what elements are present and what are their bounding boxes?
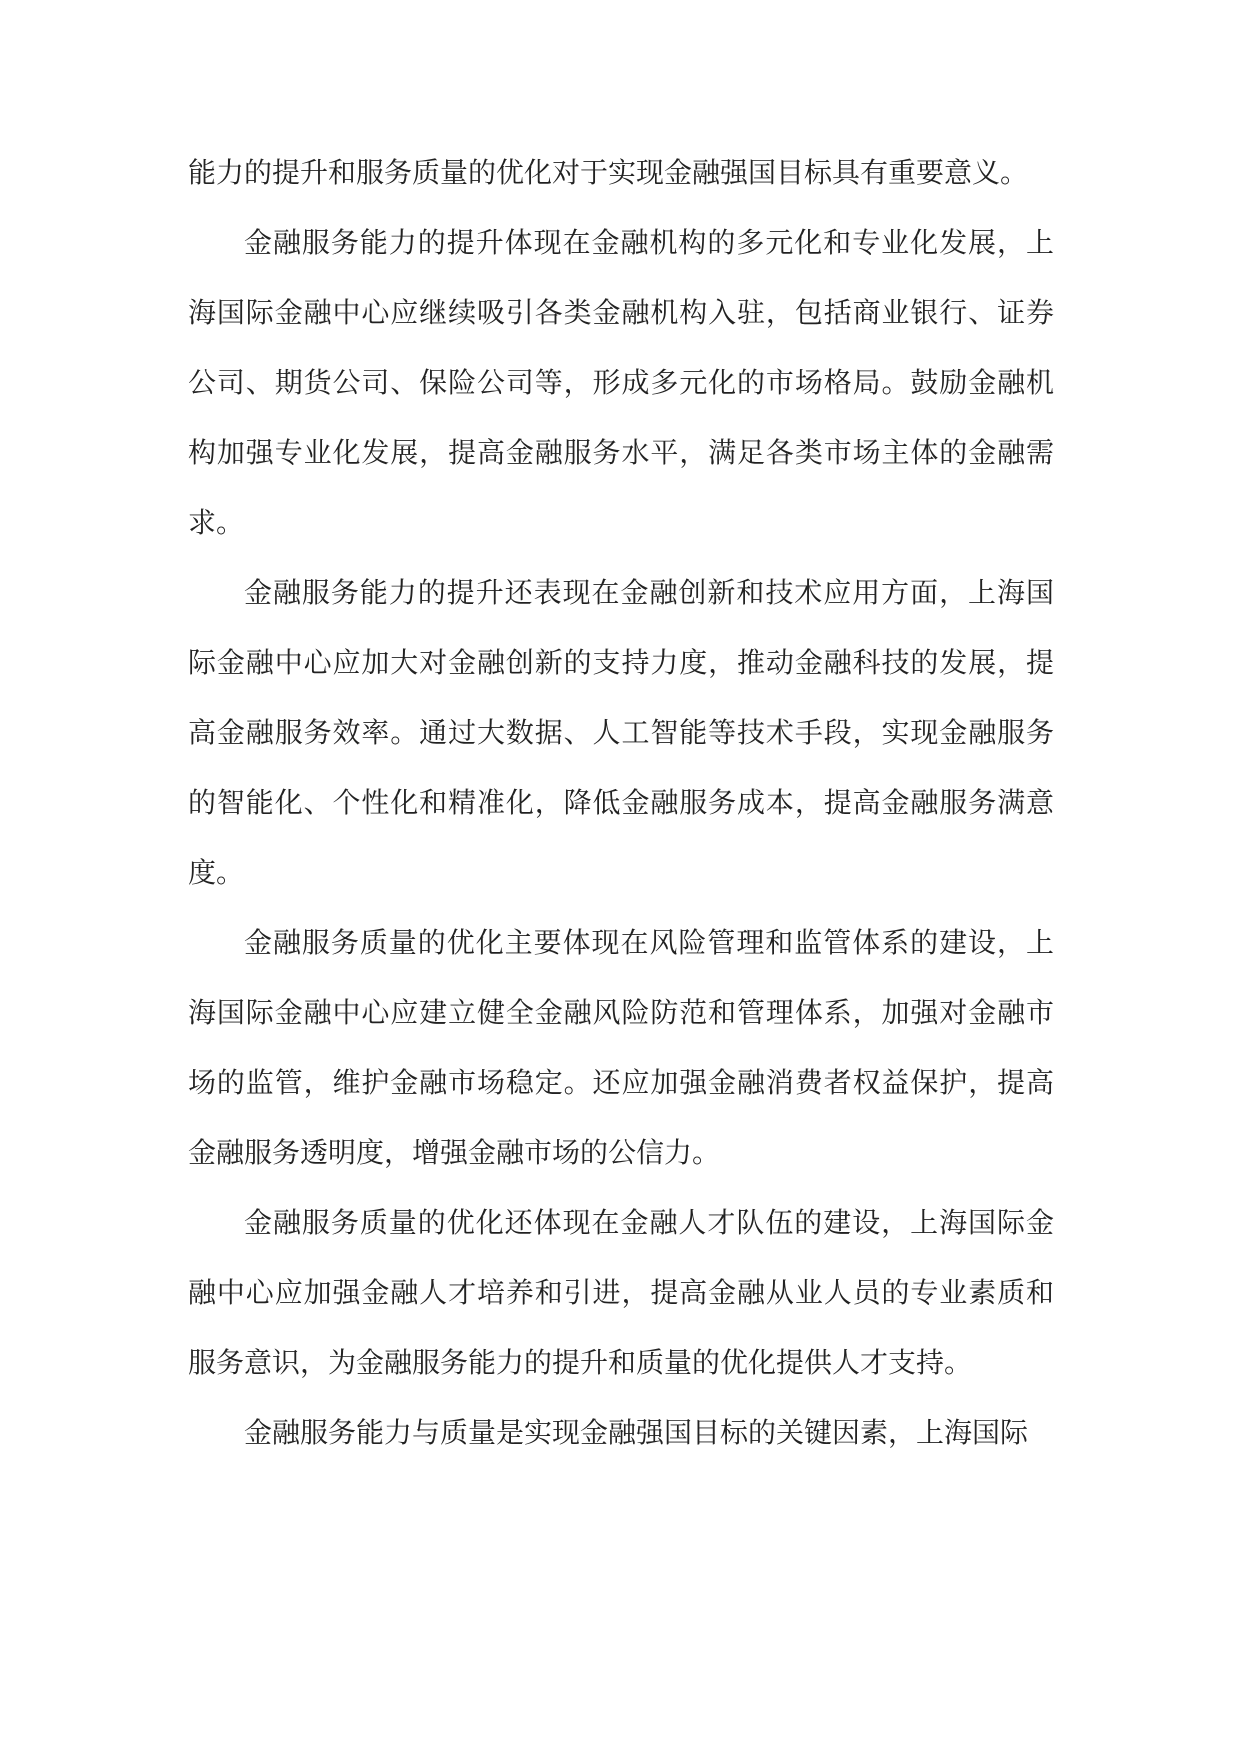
paragraph-innovation: 金融服务能力的提升还表现在金融创新和技术应用方面，上海国际金融中心应加大对金融创新的支持力度，推动金融科技的发展，提高金融服务效率。通过大数据、人工智能等技术手段，实现金融服务的智能化、个性化和精准化，降低金融服务成本，提高金融服务满意度。 [188,576,1054,889]
paragraph-institutions: 金融服务能力的提升体现在金融机构的多元化和专业化发展，上海国际金融中心应继续吸引各类金融机构入驻，包括商业银行、证券公司、期货公司、保险公司等，形成多元化的市场格局。鼓励金融机构加强专业化发展，提高金融服务水平，满足各类市场主体的金融需求。 [188,226,1054,539]
paragraph-talent: 金融服务质量的优化还体现在金融人才队伍的建设，上海国际金融中心应加强金融人才培养和引进，提高金融从业人员的专业素质和服务意识，为金融服务能力的提升和质量的优化提供人才支持。 [188,1206,1054,1379]
paragraph-conclusion: 金融服务能力与质量是实现金融强国目标的关键因素，上海国际 [244,1416,1029,1449]
document-body [188,138,1054,1468]
paragraph-risk-management: 金融服务质量的优化主要体现在风险管理和监管体系的建设，上海国际金融中心应建立健全金融风险防范和管理体系，加强对金融市场的监管，维护金融市场稳定。还应加强金融消费者权益保护，提高金融服务透明度，增强金融市场的公信力。 [188,926,1054,1169]
paragraph-continued: 能力的提升和服务质量的优化对于实现金融强国目标具有重要意义。 [188,156,1029,189]
